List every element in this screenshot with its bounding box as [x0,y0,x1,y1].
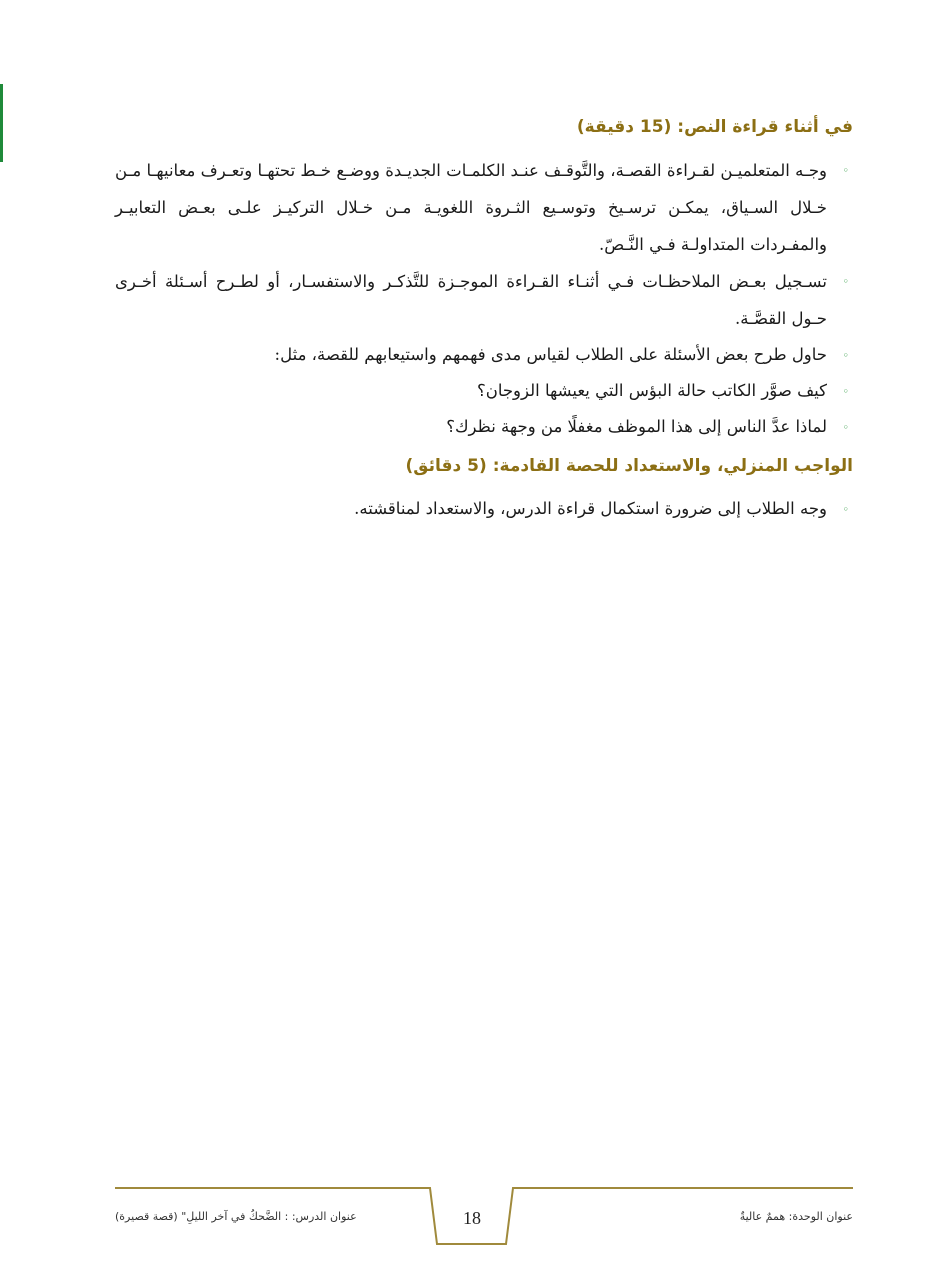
lesson-content [115,108,853,527]
side-accent-bar [0,84,3,162]
bullet-icon: ◦ [842,503,849,516]
list-item [115,263,853,337]
page-number: 18 [463,1208,481,1228]
bullet-icon: ◦ [842,349,849,362]
during-reading-list [115,152,853,445]
list-item [115,152,853,263]
list-item [115,491,853,527]
homework-list [115,491,853,527]
section-heading-homework [115,447,853,485]
list-item-text: وجـه المتعلميـن لقـراءة القصـة، والتَّوقـف عنـد الكلمـات الجديـدة ووضـع خـط تحتهـا وتعـرف معانيهـا مـن خـلال السـياق، يمكـن ترسـيخ وتوسـيع الثـروة اللغويـة مـن خـلال التركيـز علـى بعـض التعابيـر والمفـردات المتداولـة فـي النَّـصّ. [115,161,827,254]
footer-unit-title: عنوان الوحدة: هممٌ عاليةٌ [739,1210,853,1223]
heading-text: الواجب المنزلي، والاستعداد للحصة القادمة: [492,456,853,476]
list-item [115,337,853,373]
bullet-icon: ◦ [842,385,849,398]
list-item [115,373,853,409]
heading-time: (5 دقائق) [405,456,487,476]
list-item-text: حاول طرح بعض الأسئلة على الطلاب لقياس مدى فهمهم واستيعابهم للقصة، مثل: [274,345,827,364]
bullet-icon: ◦ [842,275,849,288]
bullet-icon: ◦ [842,164,849,177]
list-item-text: لماذا عدَّ الناس إلى هذا الموظف مغفلًا من وجهة نظرك؟ [446,417,827,436]
list-item-text: تسـجيل بعـض الملاحظـات فـي أثنـاء القـراءة الموجـزة للتَّذكـر والاستفسـار، أو لطـرح أسـئلة أخـرى حـول القصَّـة. [115,272,827,328]
bullet-icon: ◦ [842,421,849,434]
list-item-text: كيف صوَّر الكاتب حالة البؤس التي يعيشها الزوجان؟ [476,381,827,400]
heading-text: في أثناء قراءة النص: [677,117,853,137]
list-item [115,409,853,445]
footer-lesson-title: عنوان الدرس: : الضَّحكُ في آخر الليلِ" (قصة قصيرة) [115,1210,357,1223]
list-item-text: وجه الطلاب إلى ضرورة استكمال قراءة الدرس، والاستعداد لمناقشته. [354,499,827,518]
section-heading-during-reading [115,108,853,146]
heading-time: (15 دقيقة) [576,117,672,137]
